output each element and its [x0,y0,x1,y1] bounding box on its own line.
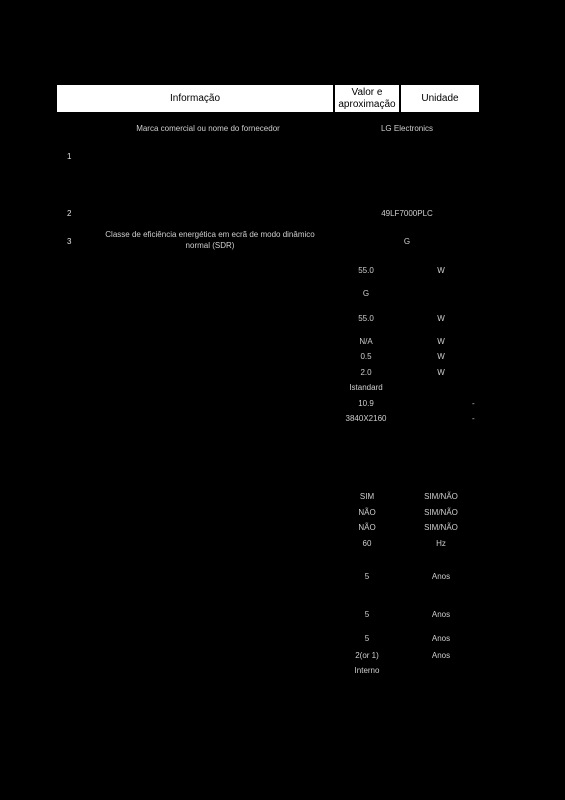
value-1: 55.0 [358,266,374,275]
unit-5: W [437,352,445,361]
header-info-label: Informação [169,92,221,104]
feature-value-3: NÃO [358,523,376,532]
unit-4: W [437,337,445,346]
energy-class-label: Classe de eficiência energética em ecrã de modo dinâmico normal (SDR) [105,230,315,250]
years-value-1: 5 [364,572,370,581]
value-3: 55.0 [358,314,374,323]
feature-value-1: SIM [359,492,375,501]
value-8: 10.9 [358,399,374,408]
value-9: 3840X2160 [345,414,387,423]
feature-unit-1: SIM/NÃO [424,492,458,501]
years-unit-3: Anos [431,634,451,643]
unit-8: - [472,399,475,408]
unit-1: W [437,266,445,275]
feature-value-4: 60 [362,539,372,548]
years-value-5: Interno [354,666,380,675]
value-7: Istandard [349,383,383,392]
header-value [334,84,400,113]
header-info [56,84,334,113]
unit-6: W [437,368,445,377]
model-value: 49LF7000PLC [381,209,433,218]
header-value-label: Valor e aproximação [338,86,396,110]
years-unit-1: Anos [431,572,451,581]
row-number-3: 3 [67,237,72,246]
years-value-2: 5 [364,610,370,619]
value-4: N/A [359,337,373,346]
years-unit-4: Anos [431,651,451,660]
row-number-2: 2 [67,209,72,218]
feature-unit-3: SIM/NÃO [424,523,458,532]
header-unit [400,84,480,113]
unit-9: - [472,414,475,423]
row-number-1: 1 [67,152,72,161]
value-5: 0.5 [360,352,372,361]
supplier-label: Marca comercial ou nome do fornecedor [136,124,280,133]
header-unit-label: Unidade [421,92,459,104]
unit-3: W [437,314,445,323]
supplier-value: LG Electronics [380,124,434,133]
value-2: G [362,289,370,298]
feature-unit-2: SIM/NÃO [424,508,458,517]
years-value-3: 5 [364,634,370,643]
feature-value-2: NÃO [358,508,376,517]
years-unit-2: Anos [431,610,451,619]
energy-class-value: G [403,237,411,246]
years-value-4: 2(or 1) [355,651,379,660]
value-6: 2.0 [360,368,372,377]
feature-unit-4: Hz [436,539,446,548]
